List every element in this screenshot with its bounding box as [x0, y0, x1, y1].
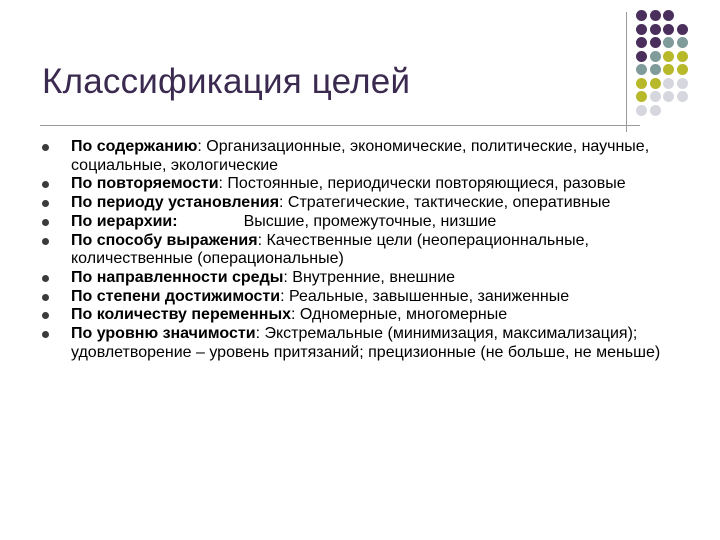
- list-item: [42, 288, 682, 307]
- item-text: : Качественные цели (неоперационнальные, количественные (операциональные): [71, 231, 589, 268]
- decorative-dot: [636, 10, 647, 21]
- list-item: [42, 138, 682, 175]
- dot-pattern-decoration: [636, 10, 720, 120]
- decorative-dot: [650, 10, 661, 21]
- list-item: [42, 232, 682, 269]
- item-term: По уровню значимости: [71, 325, 256, 343]
- item-term: По степени достижимости: [71, 287, 281, 305]
- decorative-dot: [650, 24, 661, 35]
- item-term: По количеству переменных: [71, 306, 292, 324]
- decorative-dot: [677, 24, 688, 35]
- decorative-dot: [636, 37, 647, 48]
- decorative-dot: [636, 64, 647, 75]
- decorative-dot: [677, 37, 688, 48]
- bullet-icon: [42, 294, 49, 301]
- decorative-dot: [650, 37, 661, 48]
- decorative-dot: [636, 91, 647, 102]
- decorative-dot: [636, 105, 647, 116]
- item-term: По иерархии:: [71, 212, 178, 230]
- decorative-dot: [636, 24, 647, 35]
- horizontal-divider: [40, 125, 640, 126]
- decorative-dot: [663, 78, 674, 89]
- list-item: [42, 269, 682, 288]
- list-item: [42, 325, 682, 362]
- item-text: : Одномерные, многомерные: [291, 306, 508, 324]
- decorative-dot: [650, 78, 661, 89]
- classification-list: [42, 138, 682, 362]
- decorative-dot: [636, 78, 647, 89]
- bullet-icon: [42, 238, 49, 245]
- decorative-dot: [663, 64, 674, 75]
- list-item: [42, 306, 682, 325]
- bullet-icon: [42, 312, 49, 319]
- item-text: : Экстремальные (минимизация, максимализация); удовлетворение – уровень притязаний; прецизионные (не больше, не меньше): [71, 325, 661, 361]
- list-item: [42, 175, 682, 194]
- vertical-divider: [626, 12, 627, 132]
- decorative-dot: [663, 10, 674, 21]
- decorative-dot: [663, 51, 674, 62]
- list-item: [42, 213, 682, 232]
- item-text: : Внутренние, внешние: [283, 268, 456, 286]
- decorative-dot: [650, 51, 661, 62]
- decorative-dot: [677, 78, 688, 89]
- bullet-icon: [42, 275, 49, 282]
- decorative-dot: [677, 51, 688, 62]
- decorative-dot: [636, 51, 647, 62]
- decorative-dot: [663, 91, 674, 102]
- decorative-dot: [677, 64, 688, 75]
- item-text: Высшие, промежуточные, низшие: [243, 212, 497, 230]
- decorative-dot: [677, 91, 688, 102]
- item-term: По повторяемости: [71, 175, 219, 193]
- item-term: По периоду установления: [71, 194, 280, 212]
- item-text: : Стратегические, тактические, оперативные: [279, 194, 611, 212]
- item-term: По направленности среды: [71, 268, 284, 286]
- decorative-dot: [650, 91, 661, 102]
- bullet-icon: [42, 144, 49, 151]
- bullet-icon: [42, 219, 49, 226]
- item-term: По содержанию: [71, 138, 198, 155]
- list-item: [42, 194, 682, 213]
- decorative-dot: [663, 37, 674, 48]
- decorative-dot: [650, 64, 661, 75]
- page-title: Классификация целей: [42, 62, 411, 101]
- item-term: По способу выражения: [71, 231, 258, 249]
- bullet-icon: [42, 200, 49, 207]
- item-text: : Постоянные, периодически повторяющиеся, разовые: [218, 175, 626, 193]
- decorative-dot: [650, 105, 661, 116]
- item-text: : Организационные, экономические, политические, научные, социальные, экологические: [71, 138, 650, 174]
- decorative-dot: [663, 24, 674, 35]
- item-text: : Реальные, завышенные, заниженные: [280, 287, 570, 305]
- bullet-icon: [42, 181, 49, 188]
- bullet-icon: [42, 331, 49, 338]
